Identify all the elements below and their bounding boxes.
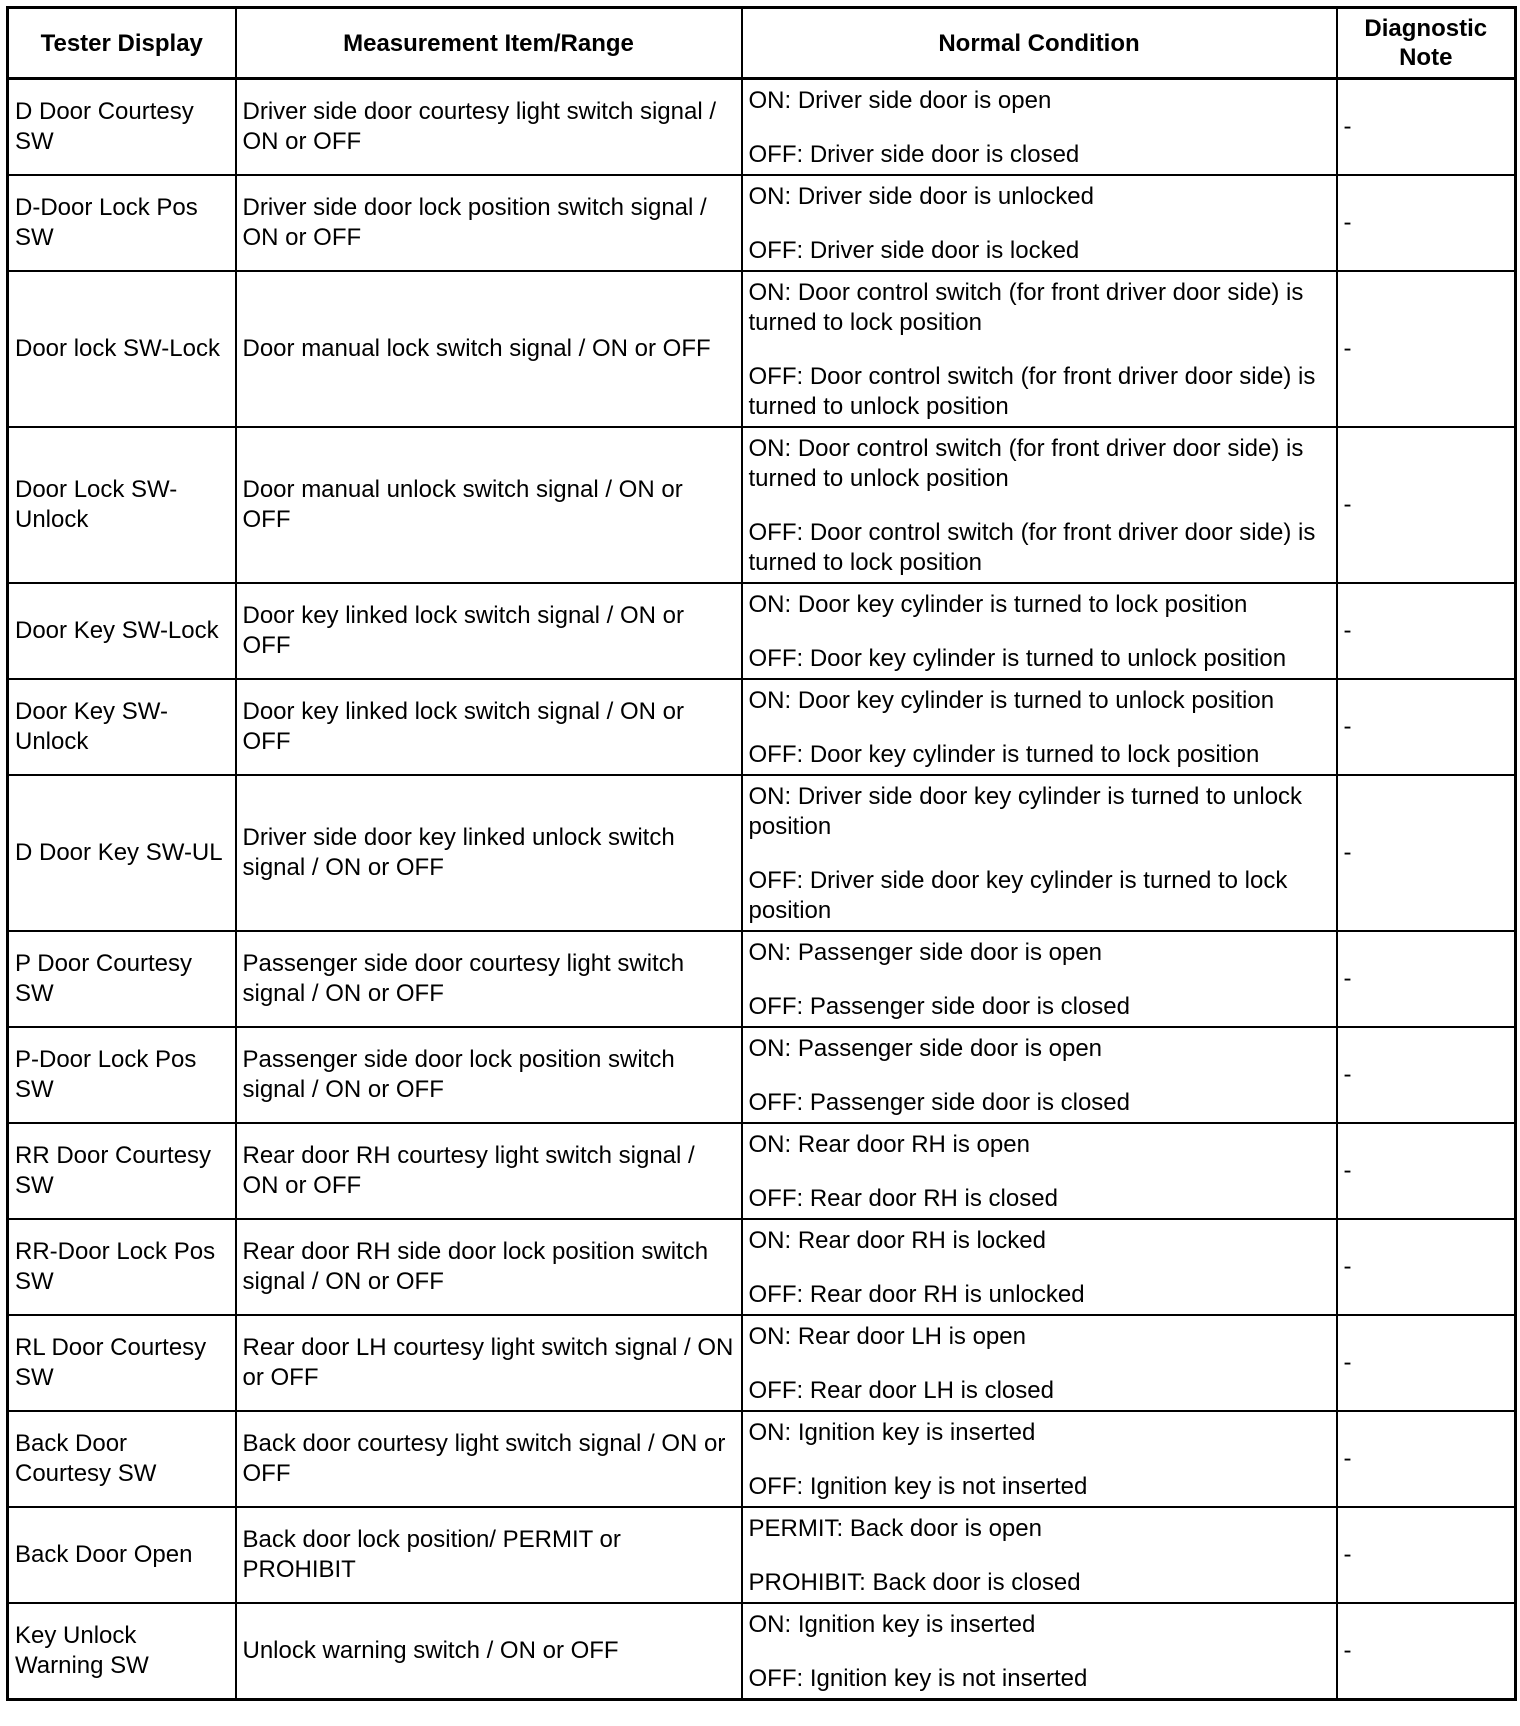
tester-display-cell: Door Key SW-Lock <box>8 583 236 679</box>
condition-on-text: ON: Door control switch (for front driver door side) is turned to unlock position <box>748 435 1304 492</box>
condition-off-text: OFF: Rear door LH is closed <box>748 1377 1054 1404</box>
normal-condition-cell <box>742 271 1337 427</box>
normal-condition-cell <box>742 1027 1337 1123</box>
normal-condition-cell <box>742 1123 1337 1219</box>
diagnostic-note-cell: - <box>1337 271 1516 427</box>
condition-on-text: ON: Rear door RH is open <box>748 1131 1030 1158</box>
measurement-cell: Rear door RH courtesy light switch signal / ON or OFF <box>236 1123 742 1219</box>
normal-condition-cell <box>742 931 1337 1027</box>
condition-off-text: OFF: Rear door RH is closed <box>748 1185 1058 1212</box>
condition-on-text: ON: Rear door LH is open <box>748 1323 1026 1350</box>
table-row <box>8 271 1516 427</box>
measurement-cell: Back door courtesy light switch signal / ON or OFF <box>236 1411 742 1507</box>
table-row <box>8 1219 1516 1315</box>
normal-condition-cell <box>742 775 1337 931</box>
measurement-cell: Driver side door courtesy light switch signal / ON or OFF <box>236 79 742 176</box>
header-diagnostic-note: Diagnostic Note <box>1337 8 1516 79</box>
diagnostic-note-cell: - <box>1337 79 1516 176</box>
condition-off-text: OFF: Door control switch (for front driver door side) is turned to lock position <box>748 519 1316 576</box>
data-list-table <box>6 6 1517 1701</box>
measurement-cell: Door key linked lock switch signal / ON or OFF <box>236 583 742 679</box>
condition-off-text: OFF: Passenger side door is closed <box>748 1089 1131 1116</box>
table-header <box>8 8 1516 79</box>
normal-condition-cell <box>742 1219 1337 1315</box>
header-row <box>8 8 1516 79</box>
tester-display-cell: P-Door Lock Pos SW <box>8 1027 236 1123</box>
condition-on-text: ON: Driver side door is open <box>748 87 1052 114</box>
table-row <box>8 583 1516 679</box>
diagnostic-note-cell: - <box>1337 775 1516 931</box>
table-row <box>8 1411 1516 1507</box>
condition-on-text: ON: Passenger side door is open <box>748 1035 1103 1062</box>
tester-display-cell: Door lock SW-Lock <box>8 271 236 427</box>
normal-condition-cell <box>742 583 1337 679</box>
normal-condition-cell <box>742 1603 1337 1700</box>
header-normal-condition: Normal Condition <box>742 8 1337 79</box>
tester-display-cell: D Door Courtesy SW <box>8 79 236 176</box>
diagnostic-note-cell: - <box>1337 1027 1516 1123</box>
diagnostic-note-cell: - <box>1337 1507 1516 1603</box>
tester-display-cell: Back Door Courtesy SW <box>8 1411 236 1507</box>
tester-display-cell: RR-Door Lock Pos SW <box>8 1219 236 1315</box>
condition-off-text: OFF: Rear door RH is unlocked <box>748 1281 1085 1308</box>
diagnostic-note-cell: - <box>1337 1411 1516 1507</box>
diagnostic-note-cell: - <box>1337 427 1516 583</box>
tester-display-cell: RL Door Courtesy SW <box>8 1315 236 1411</box>
condition-on-text: ON: Door control switch (for front driver door side) is turned to lock position <box>748 279 1304 336</box>
diagnostic-note-cell: - <box>1337 583 1516 679</box>
table-row <box>8 1603 1516 1700</box>
normal-condition-cell <box>742 175 1337 271</box>
diagnostic-note-cell: - <box>1337 175 1516 271</box>
normal-condition-cell <box>742 427 1337 583</box>
normal-condition-cell <box>742 1315 1337 1411</box>
measurement-cell: Passenger side door courtesy light switch signal / ON or OFF <box>236 931 742 1027</box>
header-measurement: Measurement Item/Range <box>236 8 742 79</box>
tester-display-cell: D-Door Lock Pos SW <box>8 175 236 271</box>
table-row <box>8 679 1516 775</box>
table-row <box>8 775 1516 931</box>
table-row <box>8 1123 1516 1219</box>
normal-condition-cell <box>742 1507 1337 1603</box>
condition-on-text: ON: Driver side door key cylinder is turned to unlock position <box>748 783 1303 840</box>
condition-on-text: ON: Rear door RH is locked <box>748 1227 1046 1254</box>
tester-display-cell: Door Key SW-Unlock <box>8 679 236 775</box>
measurement-cell: Driver side door lock position switch signal / ON or OFF <box>236 175 742 271</box>
condition-on-text: PERMIT: Back door is open <box>748 1515 1042 1542</box>
diagnostic-note-cell: - <box>1337 679 1516 775</box>
condition-off-text: OFF: Door key cylinder is turned to lock position <box>748 741 1260 768</box>
condition-on-text: ON: Door key cylinder is turned to lock position <box>748 591 1248 618</box>
normal-condition-cell <box>742 679 1337 775</box>
measurement-cell: Unlock warning switch / ON or OFF <box>236 1603 742 1700</box>
table-row <box>8 79 1516 176</box>
condition-on-text: ON: Driver side door is unlocked <box>748 183 1094 210</box>
measurement-cell: Door key linked lock switch signal / ON or OFF <box>236 679 742 775</box>
measurement-cell: Rear door RH side door lock position switch signal / ON or OFF <box>236 1219 742 1315</box>
condition-off-text: OFF: Driver side door key cylinder is turned to lock position <box>748 867 1288 924</box>
condition-off-text: OFF: Ignition key is not inserted <box>748 1473 1088 1500</box>
normal-condition-cell <box>742 79 1337 176</box>
table-row <box>8 175 1516 271</box>
condition-on-text: ON: Ignition key is inserted <box>748 1419 1036 1446</box>
measurement-cell: Driver side door key linked unlock switch signal / ON or OFF <box>236 775 742 931</box>
tester-display-cell: D Door Key SW-UL <box>8 775 236 931</box>
table-row <box>8 1027 1516 1123</box>
measurement-cell: Rear door LH courtesy light switch signal / ON or OFF <box>236 1315 742 1411</box>
tester-display-cell: Key Unlock Warning SW <box>8 1603 236 1700</box>
condition-off-text: OFF: Driver side door is locked <box>748 237 1080 264</box>
normal-condition-cell <box>742 1411 1337 1507</box>
measurement-cell: Passenger side door lock position switch signal / ON or OFF <box>236 1027 742 1123</box>
tester-display-cell: P Door Courtesy SW <box>8 931 236 1027</box>
measurement-cell: Door manual lock switch signal / ON or OFF <box>236 271 742 427</box>
table-row <box>8 1507 1516 1603</box>
condition-off-text: OFF: Ignition key is not inserted <box>748 1665 1088 1692</box>
diagnostic-note-cell: - <box>1337 1315 1516 1411</box>
diagnostic-note-cell: - <box>1337 1219 1516 1315</box>
condition-off-text: OFF: Driver side door is closed <box>748 141 1080 168</box>
table-row <box>8 1315 1516 1411</box>
table-row <box>8 931 1516 1027</box>
tester-display-cell: Back Door Open <box>8 1507 236 1603</box>
measurement-cell: Door manual unlock switch signal / ON or OFF <box>236 427 742 583</box>
condition-off-text: OFF: Passenger side door is closed <box>748 993 1131 1020</box>
diagnostic-note-cell: - <box>1337 1123 1516 1219</box>
condition-on-text: ON: Ignition key is inserted <box>748 1611 1036 1638</box>
condition-on-text: ON: Door key cylinder is turned to unlock position <box>748 687 1275 714</box>
condition-off-text: PROHIBIT: Back door is closed <box>748 1569 1081 1596</box>
tester-display-cell: Door Lock SW-Unlock <box>8 427 236 583</box>
condition-off-text: OFF: Door control switch (for front driver door side) is turned to unlock position <box>748 363 1316 420</box>
diagnostic-note-cell: - <box>1337 1603 1516 1700</box>
diagnostic-note-cell: - <box>1337 931 1516 1027</box>
condition-off-text: OFF: Door key cylinder is turned to unlock position <box>748 645 1287 672</box>
table-body <box>8 79 1516 1700</box>
table-row <box>8 427 1516 583</box>
header-tester-display: Tester Display <box>8 8 236 79</box>
measurement-cell: Back door lock position/ PERMIT or PROHIBIT <box>236 1507 742 1603</box>
tester-display-cell: RR Door Courtesy SW <box>8 1123 236 1219</box>
condition-on-text: ON: Passenger side door is open <box>748 939 1103 966</box>
